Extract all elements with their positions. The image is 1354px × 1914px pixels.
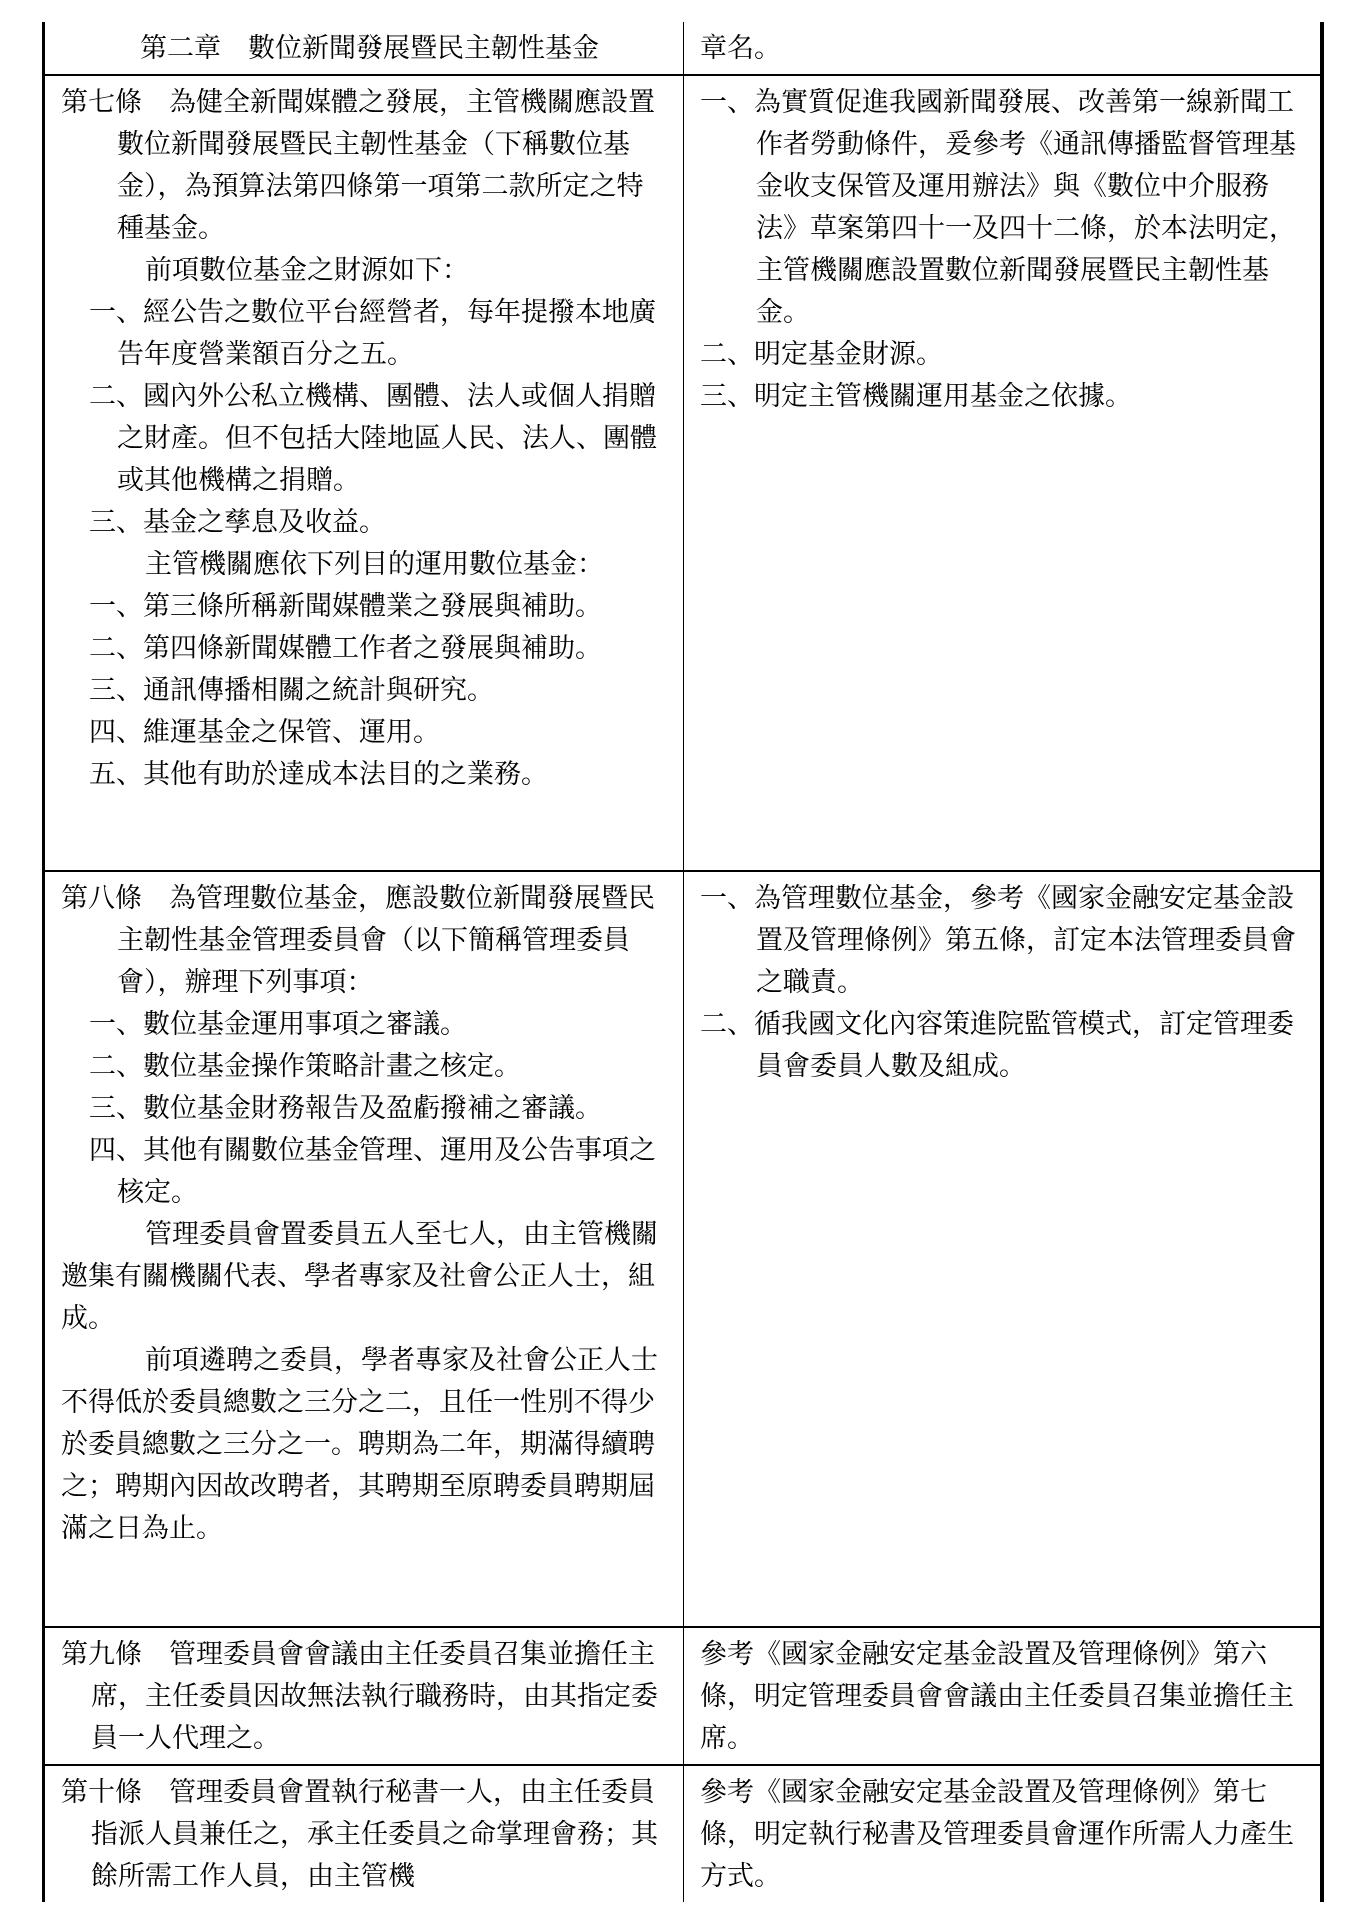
article-7-explanation: [684, 75, 1322, 871]
explanation-item: 三、明定主管機關運用基金之依據。: [700, 381, 1132, 412]
article-10-heading: 第十條 管理委員會置執行秘書一人，由主任委員指派人員兼任之，承主任委員之命掌理會務；其餘所需工作人員，由主管機: [61, 1777, 658, 1892]
explanation-item: 一、為實質促進我國新聞發展、改善第一線新聞工作者勞動條件，爰參考《通訊傳播監督管理基金收支保管及運用辦法》與《數位中介服務法》草案第四十一及四十二條，於本法明定，主管機關應設置數位新聞發展暨民主韌性基金。: [700, 87, 1296, 328]
explanation-item: 一、為管理數位基金，參考《國家金融安定基金設置及管理條例》第五條，訂定本法管理委員會之職責。: [700, 883, 1296, 998]
explanation-item: 參考《國家金融安定基金設置及管理條例》第七條，明定執行秘書及管理委員會運作所需人力產生方式。: [700, 1777, 1294, 1892]
list-item: 五、其他有助於達成本法目的之業務。: [89, 759, 548, 790]
list-item: 一、第三條所稱新聞媒體業之發展與補助。: [89, 591, 602, 622]
list-item: 一、數位基金運用事項之審議。: [89, 1009, 467, 1040]
article-9-explanation: [684, 1627, 1322, 1765]
explanation-item: 二、明定基金財源。: [700, 339, 943, 370]
list-item: 二、第四條新聞媒體工作者之發展與補助。: [89, 633, 602, 664]
table-row: [44, 1765, 1322, 1902]
list-item: 四、維運基金之保管、運用。: [89, 717, 440, 748]
article-8-text: [44, 871, 684, 1627]
list-item: 四、其他有關數位基金管理、運用及公告事項之核定。: [89, 1135, 656, 1208]
article-9-text: [44, 1627, 684, 1765]
law-comparison-table: [42, 22, 1324, 1902]
article-10-explanation: [684, 1765, 1322, 1902]
table-row: [44, 1627, 1322, 1765]
list-item: 二、數位基金操作策略計畫之核定。: [89, 1051, 521, 1082]
list-item: 二、國內外公私立機構、團體、法人或個人捐贈之財產。但不包括大陸地區人民、法人、團體或其他機構之捐贈。: [89, 381, 657, 496]
article-7-heading: 第七條 為健全新聞媒體之發展，主管機關應設置數位新聞發展暨民主韌性基金（下稱數位基金），為預算法第四條第一項第二款所定之特種基金。: [61, 87, 655, 244]
table-row: [44, 75, 1322, 871]
paragraph: 前項遴聘之委員，學者專家及社會公正人士不得低於委員總數之三分之二，且任一性別不得少於委員總數之三分之一。聘期為二年，期滿得續聘之；聘期內因故改聘者，其聘期至原聘委員聘期屆滿之日為止。: [61, 1345, 658, 1544]
chapter-note: 章名。: [684, 22, 1322, 75]
list-item: 三、數位基金財務報告及盈虧撥補之審議。: [89, 1093, 602, 1124]
article-9-heading: 第九條 管理委員會會議由主任委員召集並擔任主席，主任委員因故無法執行職務時，由其指定委員一人代理之。: [61, 1639, 658, 1754]
list-item: 三、通訊傳播相關之統計與研究。: [89, 675, 494, 706]
article-10-text: [44, 1765, 684, 1902]
list-item: 三、基金之孳息及收益。: [89, 507, 386, 538]
table-row: [44, 22, 1322, 75]
paragraph: 管理委員會置委員五人至七人，由主管機關邀集有關機關代表、學者專家及社會公正人士，組成。: [61, 1219, 658, 1334]
article-8-heading: 第八條 為管理數位基金，應設數位新聞發展暨民主韌性基金管理委員會（以下簡稱管理委員會），辦理下列事項：: [61, 883, 655, 998]
table-row: [44, 871, 1322, 1627]
paragraph: 前項數位基金之財源如下：: [145, 255, 469, 286]
article-8-explanation: [684, 871, 1322, 1627]
article-7-text: [44, 75, 684, 871]
explanation-item: 參考《國家金融安定基金設置及管理條例》第六條，明定管理委員會會議由主任委員召集並擔任主席。: [700, 1639, 1294, 1754]
chapter-title: 第二章 數位新聞發展暨民主韌性基金: [44, 22, 684, 75]
list-item: 一、經公告之數位平台經營者，每年提撥本地廣告年度營業額百分之五。: [89, 297, 656, 370]
paragraph: 主管機關應依下列目的運用數位基金：: [145, 549, 604, 580]
explanation-item: 二、循我國文化內容策進院監管模式，訂定管理委員會委員人數及組成。: [700, 1009, 1294, 1082]
